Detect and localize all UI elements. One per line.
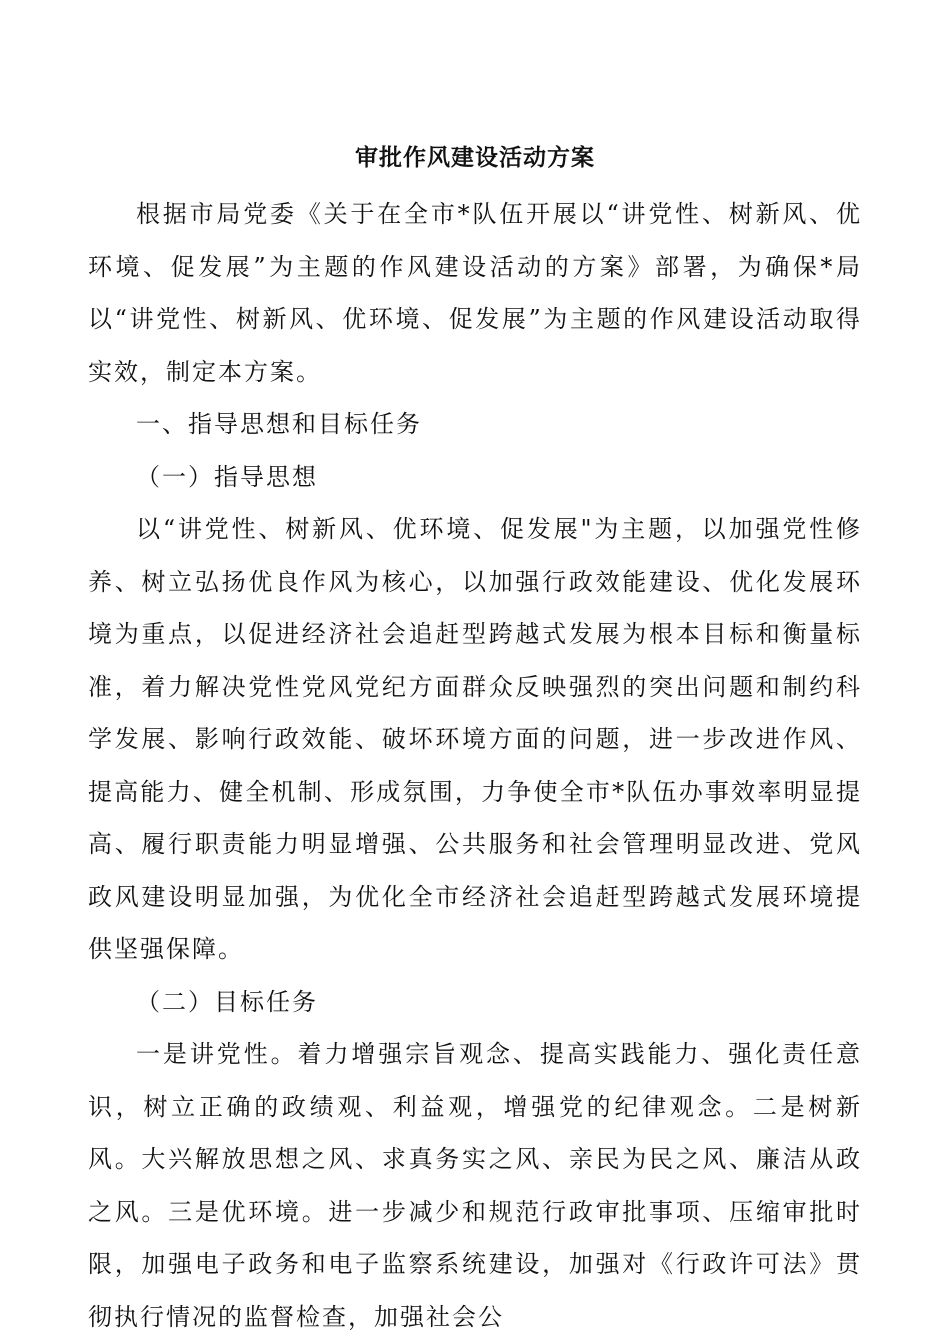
body-paragraph: 一是讲党性。着力增强宗旨观念、提高实践能力、强化责任意识，树立正确的政绩观、利益观，增强党的纪律观念。二是树新风。大兴解放思想之风、求真务实之风、亲民为民之风、廉洁从政之风。三是优环境。进一步减少和规范行政审批事项、压缩审批时限，加强电子政务和电子监察系统建设，加强对《行政许可法》贯彻执行情况的监督检查，加强社会公	[88, 1040, 862, 1331]
body-paragraph: 以“讲党性、树新风、优环境、促发展"为主题，以加强党性修养、树立弘扬优良作风为核心，以加强行政效能建设、优化发展环境为重点，以促进经济社会追赶型跨越式发展为根本目标和衡量标准，着力解决党性党风党纪方面群众反映强烈的突出问题和制约科学发展、影响行政效能、破坏环境方面的问题，进一步改进作风、提高能力、健全机制、形成氛围，力争使全市*队伍办事效率明显提高、履行职责能力明显增强、公共服务和社会管理明显改进、党风政风建设明显加强，为优化全市经济社会追赶型跨越式发展环境提供坚强保障。	[88, 515, 862, 963]
subsection-heading: （二）目标任务	[136, 987, 318, 1016]
subsection-heading: （一）指导思想	[136, 462, 318, 491]
document-body	[88, 188, 862, 1343]
intro-paragraph: 根据市局党委《关于在全市*队伍开展以“讲党性、树新风、优环境、促发展”为主题的作风建设活动的方案》部署，为确保*局以“讲党性、树新风、优环境、促发展”为主题的作风建设活动取得实效，制定本方案。	[88, 200, 862, 386]
section-heading: 一、指导思想和目标任务	[136, 410, 422, 438]
document-title: 审批作风建设活动方案	[355, 145, 595, 171]
